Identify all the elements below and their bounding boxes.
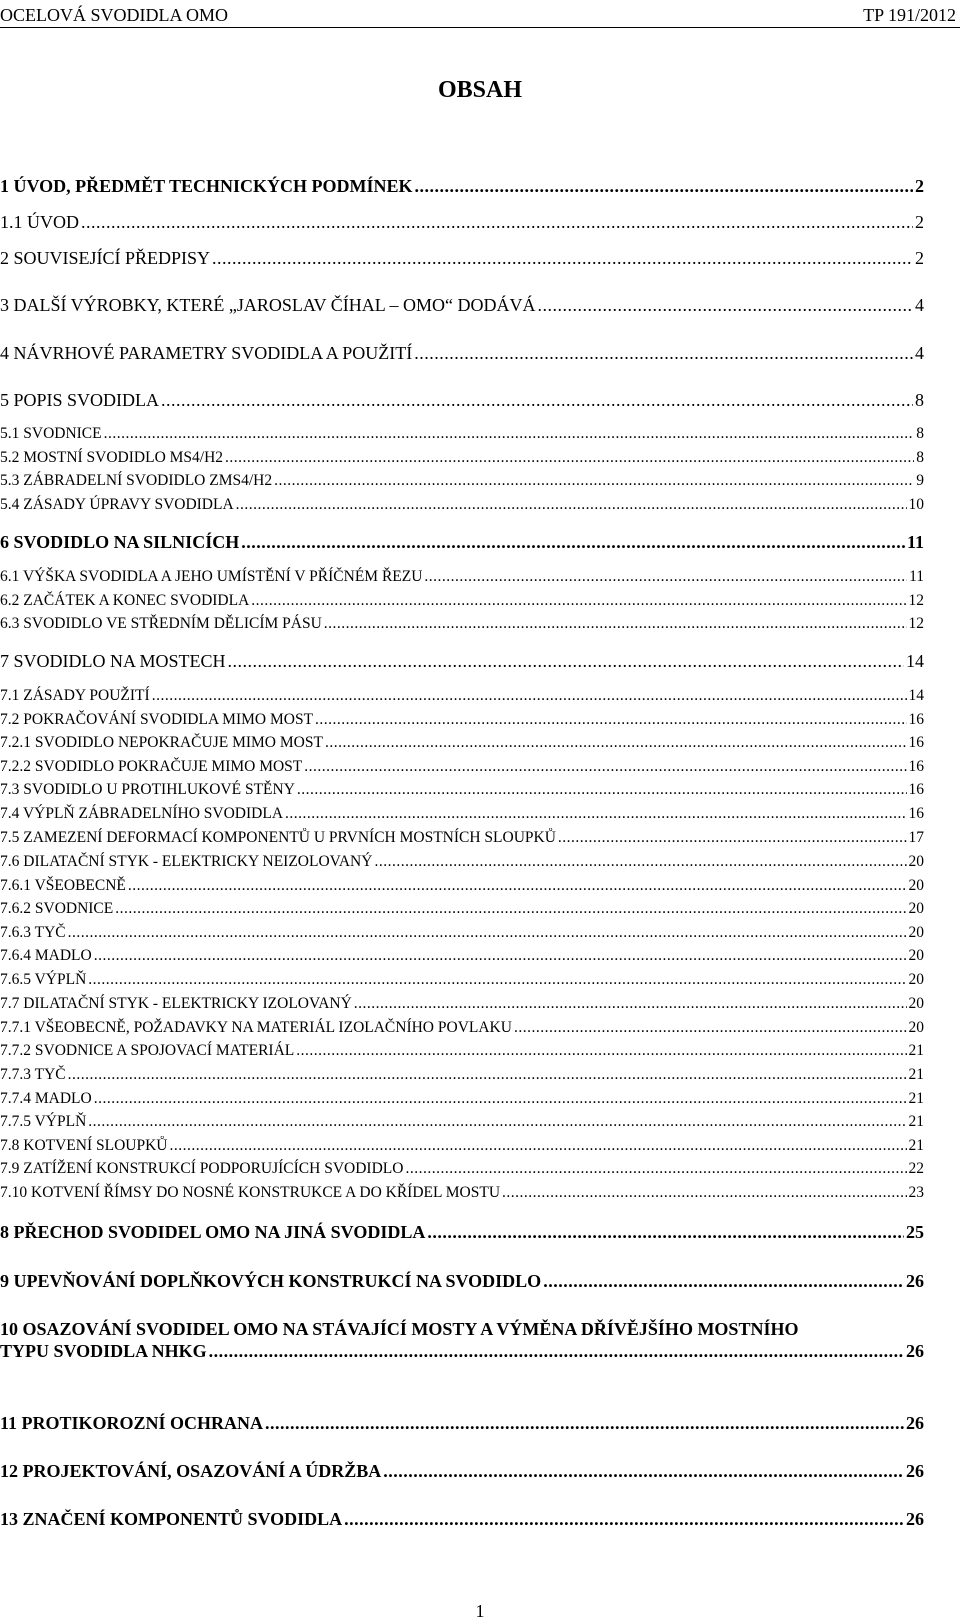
toc-entry-page: 20 — [908, 853, 924, 870]
toc-entry-title: 8 PŘECHOD SVODIDEL OMO NA JINÁ SVODIDLA — [0, 1222, 426, 1242]
toc-entry[interactable] — [0, 448, 960, 468]
toc-entry-page: 26 — [906, 1509, 924, 1529]
toc-dot-leader — [94, 1089, 907, 1109]
toc-entry-page: 20 — [908, 900, 924, 917]
toc-dot-leader — [344, 1508, 904, 1530]
toc-entry[interactable] — [0, 757, 960, 777]
toc-dot-leader — [424, 567, 907, 587]
toc-entry-page: 21 — [908, 1042, 924, 1059]
toc-entry[interactable] — [0, 1460, 960, 1482]
toc-dot-leader — [374, 852, 906, 872]
toc-entry-page: 21 — [908, 1137, 924, 1154]
toc-dot-leader — [558, 828, 907, 848]
toc-entry[interactable] — [0, 342, 960, 364]
toc-entry[interactable] — [0, 1221, 960, 1243]
toc-entry-page: 14 — [906, 651, 924, 671]
toc-entry-title: 7.5 ZAMEZENÍ DEFORMACÍ KOMPONENTŮ U PRVNÍCH MOSTNÍCH SLOUPKŮ — [0, 829, 556, 846]
toc-dot-leader — [94, 946, 907, 966]
toc-dot-leader — [161, 389, 913, 411]
toc-entry-page: 21 — [908, 1113, 924, 1130]
toc-entry-title: 7.3 SVODIDLO U PROTIHLUKOVÉ STĚNY — [0, 781, 295, 798]
toc-entry[interactable] — [0, 1018, 960, 1038]
toc-entry-page: 20 — [908, 924, 924, 941]
toc-entry-page: 17 — [908, 829, 924, 846]
toc-entry-page: 26 — [906, 1341, 924, 1361]
toc-entry-page: 11 — [909, 568, 924, 585]
toc-entry[interactable] — [0, 1412, 960, 1434]
toc-dot-leader — [383, 1460, 904, 1482]
toc-entry-page: 22 — [908, 1160, 924, 1177]
toc-dot-leader — [324, 614, 907, 634]
toc-entry-page: 12 — [908, 592, 924, 609]
toc-entry-page: 16 — [908, 758, 924, 775]
toc-dot-leader — [274, 471, 914, 491]
toc-entry-title: 7.6.3 TYČ — [0, 924, 66, 941]
toc-entry[interactable] — [0, 294, 960, 316]
toc-dot-leader — [297, 780, 907, 800]
toc-entry[interactable] — [0, 994, 960, 1014]
toc-entry[interactable] — [0, 1318, 960, 1362]
toc-dot-leader — [115, 899, 906, 919]
header-document-code: TP 191/2012 — [863, 5, 956, 25]
toc-entry-page: 16 — [908, 711, 924, 728]
toc-entry-title: 1 ÚVOD, PŘEDMĚT TECHNICKÝCH PODMÍNEK — [0, 176, 413, 196]
toc-entry-page: 20 — [908, 971, 924, 988]
toc-entry-page: 20 — [908, 947, 924, 964]
toc-entry[interactable] — [0, 1112, 960, 1132]
toc-entry[interactable] — [0, 780, 960, 800]
toc-entry[interactable] — [0, 531, 960, 553]
toc-entry[interactable] — [0, 247, 960, 269]
toc-dot-leader — [88, 1112, 906, 1132]
toc-dot-leader — [128, 876, 907, 896]
toc-entry[interactable] — [0, 899, 960, 919]
toc-entry[interactable] — [0, 970, 960, 990]
toc-entry-page: 26 — [906, 1271, 924, 1291]
toc-dot-leader — [543, 1270, 904, 1292]
toc-entry[interactable] — [0, 175, 960, 197]
toc-dot-leader — [514, 1018, 907, 1038]
toc-entry-title: 7.10 KOTVENÍ ŘÍMSY DO NOSNÉ KONSTRUKCE A DO KŘÍDEL MOSTU — [0, 1184, 501, 1201]
toc-dot-leader — [209, 1340, 904, 1362]
toc-entry-page: 2 — [915, 212, 924, 232]
toc-entry-title: 7.2 POKRAČOVÁNÍ SVODIDLA MIMO MOST — [0, 711, 314, 728]
toc-entry-title: 7 SVODIDLO NA MOSTECH — [0, 651, 226, 671]
toc-entry[interactable] — [0, 389, 960, 411]
toc-entry[interactable] — [0, 852, 960, 872]
toc-entry-page: 25 — [906, 1222, 924, 1242]
toc-entry[interactable] — [0, 1159, 960, 1179]
toc-dot-leader — [502, 1183, 906, 1203]
toc-dot-leader — [225, 448, 914, 468]
toc-entry[interactable] — [0, 1136, 960, 1156]
toc-entry-page: 8 — [916, 449, 924, 466]
toc-entry-page: 4 — [915, 343, 924, 363]
toc-entry-title: 7.2.2 SVODIDLO POKRAČUJE MIMO MOST — [0, 758, 303, 775]
toc-entry-title: 2 SOUVISEJÍCÍ PŘEDPISY — [0, 248, 211, 268]
toc-entry[interactable] — [0, 495, 960, 515]
toc-entry-title: 13 ZNAČENÍ KOMPONENTŮ SVODIDLA — [0, 1509, 343, 1529]
toc-entry-title: 7.6 DILATAČNÍ STYK - ELEKTRICKY NEIZOLOVANÝ — [0, 853, 373, 870]
toc-entry-page: 20 — [908, 877, 924, 894]
toc-entry-title: 4 NÁVRHOVÉ PARAMETRY SVODIDLA A POUŽITÍ — [0, 343, 413, 363]
page-number: 1 — [475, 1601, 485, 1621]
toc-entry[interactable] — [0, 1041, 960, 1061]
toc-dot-leader — [325, 733, 907, 753]
toc-dot-leader — [236, 495, 907, 515]
toc-entry-title: 7.4 VÝPLŇ ZÁBRADELNÍHO SVODIDLA — [0, 805, 284, 822]
toc-entry[interactable] — [0, 1183, 960, 1203]
toc-entry-title: 5.4 ZÁSADY ÚPRAVY SVODIDLA — [0, 496, 234, 513]
toc-entry[interactable] — [0, 650, 960, 672]
toc-entry[interactable] — [0, 471, 960, 491]
toc-entry-page: 14 — [908, 687, 924, 704]
toc-entry-title: 3 DALŠÍ VÝROBKY, KTERÉ „JAROSLAV ČÍHAL – OMO“ DODÁVÁ — [0, 295, 536, 315]
toc-dot-leader — [427, 1221, 904, 1243]
toc-entry-title: 7.9 ZATÍŽENÍ KONSTRUKCÍ PODPORUJÍCÍCH SVODIDLO — [0, 1160, 404, 1177]
toc-entry-page: 21 — [908, 1090, 924, 1107]
toc-entry-title: 7.6.5 VÝPLŇ — [0, 971, 87, 988]
toc-entry[interactable] — [0, 710, 960, 730]
toc-dot-leader — [265, 1412, 904, 1434]
toc-entry-title: 1.1 ÚVOD — [0, 212, 79, 232]
toc-entry[interactable] — [0, 567, 960, 587]
toc-dot-leader — [251, 591, 906, 611]
toc-entry[interactable] — [0, 923, 960, 943]
toc-dot-leader — [88, 970, 906, 990]
toc-entry-page: 16 — [908, 734, 924, 751]
toc-dot-leader — [68, 923, 907, 943]
toc-dot-leader — [212, 247, 913, 269]
toc-entry-page: 20 — [908, 995, 924, 1012]
toc-dot-leader — [304, 757, 906, 777]
toc-entry-page: 16 — [908, 781, 924, 798]
toc-entry-title: 11 PROTIKOROZNÍ OCHRANA — [0, 1413, 264, 1433]
toc-dot-leader — [315, 710, 906, 730]
header-document-title: OCELOVÁ SVODIDLA OMO — [0, 5, 228, 25]
toc-entry-title: 5.2 MOSTNÍ SVODIDLO MS4/H2 — [0, 449, 224, 466]
toc-entry-page: 12 — [908, 615, 924, 632]
toc-entry-title: TYPU SVODIDLA NHKG — [0, 1341, 207, 1361]
toc-dot-leader — [104, 424, 915, 444]
toc-dot-leader — [169, 1136, 906, 1156]
toc-entry-page: 11 — [906, 532, 924, 552]
toc-entry-title: 6 SVODIDLO NA SILNICÍCH — [0, 532, 240, 552]
toc-entry[interactable] — [0, 1508, 960, 1530]
toc-entry-title: 5 POPIS SVODIDLA — [0, 390, 160, 410]
toc-entry[interactable] — [0, 946, 960, 966]
toc-dot-leader — [414, 342, 913, 364]
toc-entry[interactable] — [0, 424, 960, 444]
toc-dot-leader — [285, 804, 906, 824]
toc-entry-page: 10 — [908, 496, 924, 513]
toc-entry-page: 23 — [908, 1184, 924, 1201]
toc-entry-title: 6.1 VÝŠKA SVODIDLA A JEHO UMÍSTĚNÍ V PŘÍČNÉM ŘEZU — [0, 568, 423, 585]
toc-entry[interactable] — [0, 876, 960, 896]
toc-entry-title: 7.7.2 SVODNICE A SPOJOVACÍ MATERIÁL — [0, 1042, 295, 1059]
toc-entry-page: 26 — [906, 1413, 924, 1433]
toc-entry[interactable] — [0, 211, 960, 233]
toc-dot-leader — [152, 686, 907, 706]
toc-entry-page: 2 — [915, 176, 924, 196]
page-header — [0, 4, 960, 28]
toc-title: OBSAH — [437, 77, 523, 103]
toc-entry-title: 7.6.1 VŠEOBECNĚ — [0, 877, 126, 894]
toc-entry-page: 9 — [916, 472, 924, 489]
toc-entry[interactable] — [0, 804, 960, 824]
toc-entry-page: 16 — [908, 805, 924, 822]
toc-entry-title: 9 UPEVŇOVÁNÍ DOPLŇKOVÝCH KONSTRUKCÍ NA SVODIDLO — [0, 1271, 542, 1291]
toc-entry-title: 5.1 SVODNICE — [0, 425, 102, 442]
toc-entry-page: 20 — [908, 1019, 924, 1036]
toc-dot-leader — [228, 650, 904, 672]
toc-entry-title: 7.7.1 VŠEOBECNĚ, POŽADAVKY NA MATERIÁL IZOLAČNÍHO POVLAKU — [0, 1019, 512, 1036]
toc-entry-title: 6.3 SVODIDLO VE STŘEDNÍM DĚLICÍM PÁSU — [0, 615, 322, 632]
toc-entry-page: 8 — [916, 425, 924, 442]
toc-dot-leader — [68, 1065, 907, 1085]
toc-dot-leader — [538, 294, 913, 316]
toc-entry[interactable] — [0, 614, 960, 634]
toc-entry-title: 12 PROJEKTOVÁNÍ, OSAZOVÁNÍ A ÚDRŽBA — [0, 1461, 382, 1481]
toc-entry-title: 7.7.3 TYČ — [0, 1066, 66, 1083]
toc-entry-title: 7.7 DILATAČNÍ STYK - ELEKTRICKY IZOLOVANÝ — [0, 995, 352, 1012]
toc-dot-leader — [81, 211, 913, 233]
toc-dot-leader — [241, 531, 905, 553]
toc-entry-page: 4 — [915, 295, 924, 315]
toc-entry[interactable] — [0, 1089, 960, 1109]
toc-dot-leader — [405, 1159, 906, 1179]
toc-entry-page: 2 — [915, 248, 924, 268]
toc-entry-page: 8 — [915, 390, 924, 410]
toc-dot-leader — [296, 1041, 906, 1061]
toc-entry-title: 7.7.5 VÝPLŇ — [0, 1113, 87, 1130]
toc-entry[interactable] — [0, 591, 960, 611]
toc-entry-title: 6.2 ZAČÁTEK A KONEC SVODIDLA — [0, 592, 250, 609]
toc-entry[interactable] — [0, 733, 960, 753]
toc-entry[interactable] — [0, 1065, 960, 1085]
toc-entry[interactable] — [0, 1270, 960, 1292]
toc-entry-title: 7.1 ZÁSADY POUŽITÍ — [0, 687, 150, 704]
toc-entry[interactable] — [0, 686, 960, 706]
toc-entry[interactable] — [0, 828, 960, 848]
toc-entry-title-line1: 10 OSAZOVÁNÍ SVODIDEL OMO NA STÁVAJÍCÍ MOSTY A VÝMĚNA DŘÍVĚJŠÍHO MOSTNÍHO — [0, 1319, 799, 1339]
toc-entry-title: 7.6.4 MADLO — [0, 947, 92, 964]
toc-entry-page: 26 — [906, 1461, 924, 1481]
toc-dot-leader — [415, 175, 914, 197]
toc-entry-title: 7.6.2 SVODNICE — [0, 900, 114, 917]
toc-dot-leader — [354, 994, 907, 1014]
toc-entry-page: 21 — [908, 1066, 924, 1083]
toc-entry-title: 7.7.4 MADLO — [0, 1090, 92, 1107]
toc-entry-title: 7.2.1 SVODIDLO NEPOKRAČUJE MIMO MOST — [0, 734, 323, 751]
toc-entry-title: 5.3 ZÁBRADELNÍ SVODIDLO ZMS4/H2 — [0, 472, 273, 489]
toc-entry-title: 7.8 KOTVENÍ SLOUPKŮ — [0, 1137, 168, 1154]
